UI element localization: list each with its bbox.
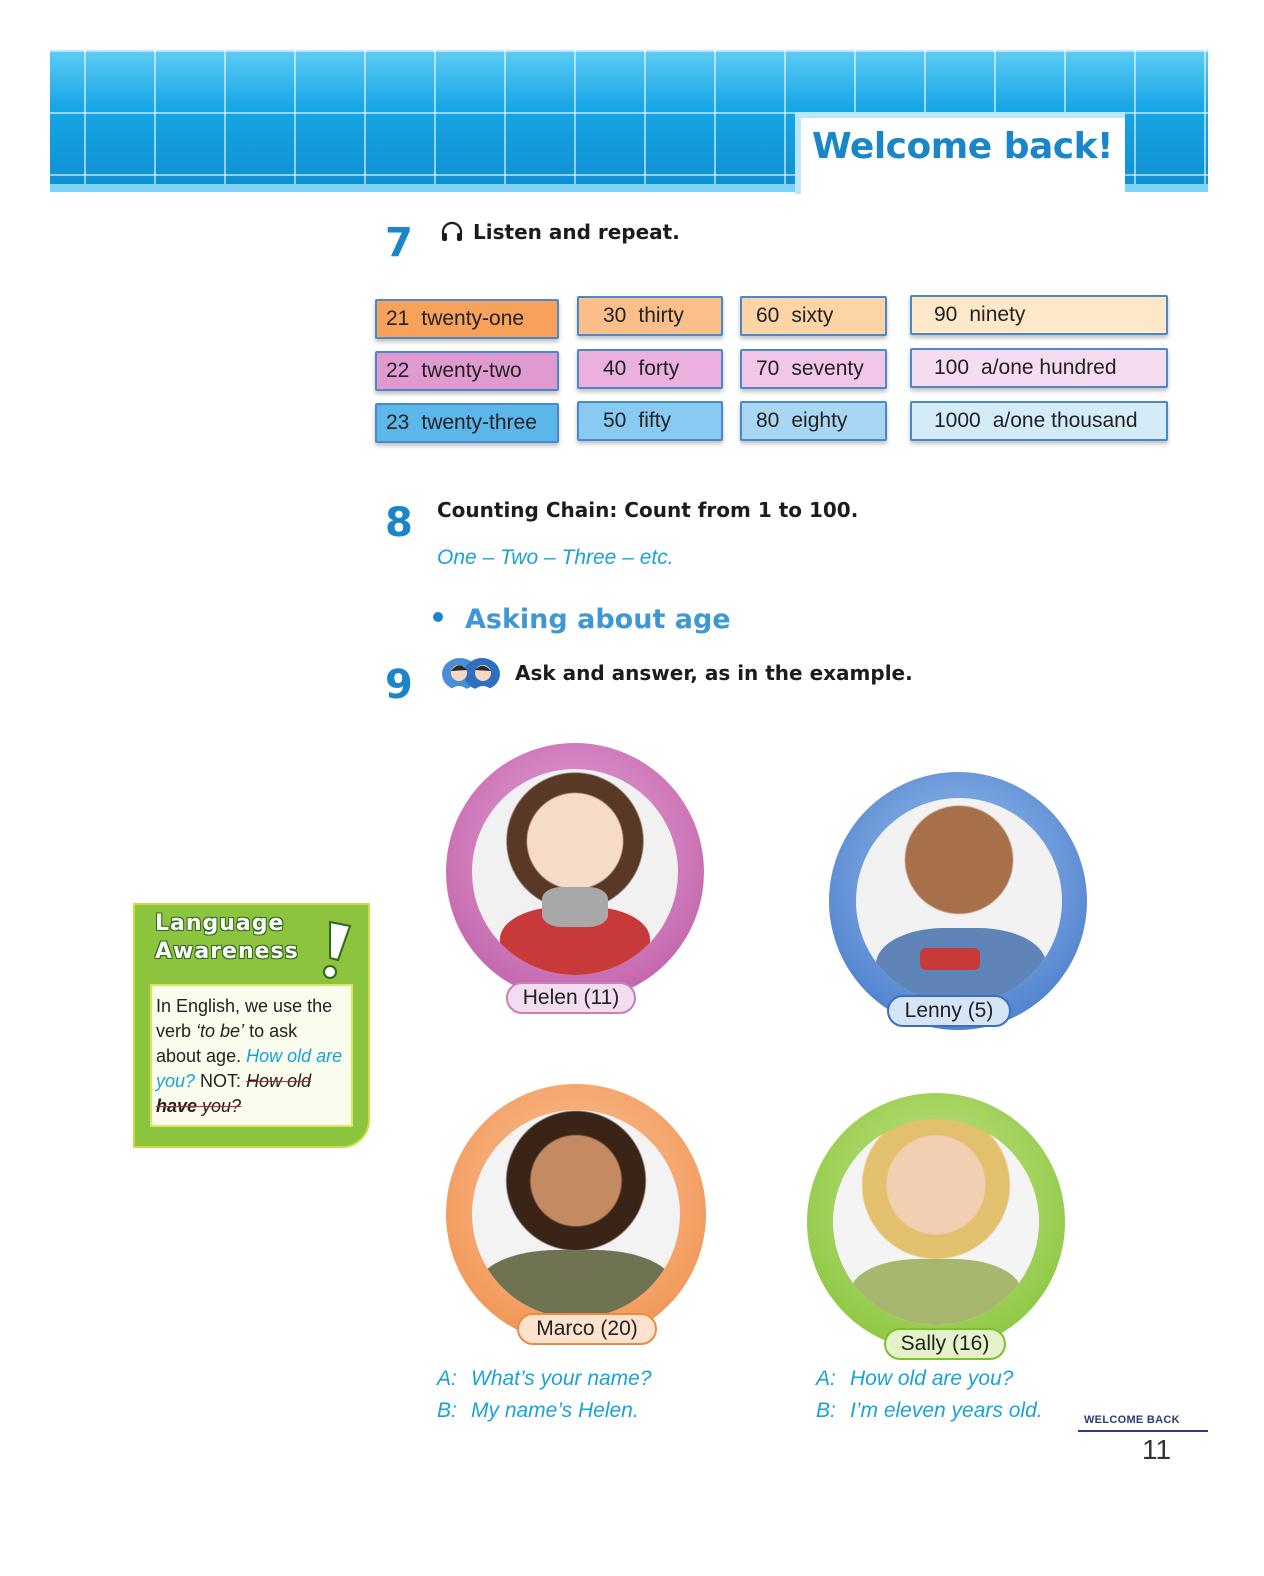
number-card	[577, 296, 723, 336]
language-awareness-title	[155, 910, 299, 966]
card-word: sixty	[791, 304, 834, 327]
number-card	[375, 299, 559, 339]
la-title-line2: Awareness	[155, 939, 299, 964]
headphones-icon	[440, 220, 464, 244]
exercise-7-instruction: Listen and repeat.	[473, 220, 680, 244]
name-label-lenny: Lenny (5)	[887, 995, 1011, 1027]
dialogue-text: What’s your name?	[471, 1367, 652, 1390]
speaker-label: B:	[816, 1399, 836, 1422]
card-number: 50	[603, 409, 627, 432]
la-wrong-part: How old	[246, 1071, 312, 1091]
bullet-icon	[433, 612, 443, 622]
la-wrong-part: you?	[197, 1096, 242, 1116]
card-word: eighty	[791, 409, 848, 432]
card-number: 70	[756, 357, 780, 380]
card-number: 22	[386, 359, 410, 382]
card-number: 23	[386, 411, 410, 434]
card-word: thirty	[638, 304, 684, 327]
page-title: Welcome back!	[812, 126, 1113, 167]
language-awareness-text	[150, 984, 353, 1127]
la-text-part: In English, we use the verb	[156, 996, 333, 1041]
dialogue-text: How old are you?	[850, 1367, 1014, 1390]
card-number: 60	[756, 304, 780, 327]
number-card	[740, 349, 887, 389]
number-card	[910, 295, 1168, 335]
card-number: 100	[934, 356, 970, 379]
card-word: seventy	[791, 357, 864, 380]
number-card	[577, 349, 723, 389]
dialogue-line	[437, 1399, 639, 1423]
card-word: twenty-one	[421, 307, 525, 330]
card-number: 80	[756, 409, 780, 432]
card-word: twenty-two	[421, 359, 522, 382]
card-word: a/one hundred	[981, 356, 1117, 379]
page-number: 11	[1142, 1434, 1172, 1465]
number-card	[577, 401, 723, 441]
la-not-label: NOT:	[195, 1071, 247, 1091]
dialogue-line	[816, 1399, 1043, 1423]
dialogue-line	[437, 1367, 652, 1391]
la-text-part: to ask about age.	[156, 1021, 298, 1066]
card-number: 21	[386, 307, 410, 330]
portrait-photo-sally	[833, 1119, 1039, 1325]
la-correct-example: How old are you?	[156, 1046, 343, 1091]
dialogue-line	[816, 1367, 1013, 1391]
exercise-number-9: 9	[385, 662, 411, 708]
number-card	[375, 403, 559, 443]
dialogue-text: I’m eleven years old.	[850, 1399, 1043, 1422]
number-card	[740, 296, 887, 336]
number-card	[910, 401, 1168, 441]
card-number: 40	[603, 357, 627, 380]
speaker-label: B:	[437, 1399, 457, 1422]
la-wrong-bold: have	[156, 1096, 198, 1116]
footer-section-label: WELCOME BACK	[1084, 1414, 1180, 1426]
number-card	[910, 348, 1168, 388]
exclamation-icon	[316, 918, 356, 982]
card-word: a/one thousand	[992, 409, 1138, 432]
exercise-9-instruction: Ask and answer, as in the example.	[515, 661, 913, 685]
portrait-photo-helen	[472, 769, 678, 975]
card-word: fifty	[638, 409, 672, 432]
exercise-number-7: 7	[385, 220, 411, 266]
speaker-label: A:	[437, 1367, 457, 1390]
card-word: twenty-three	[421, 411, 537, 434]
la-text-italic: ‘to be’	[196, 1021, 245, 1041]
section-heading: Asking about age	[465, 604, 731, 635]
la-title-line1: Language	[155, 911, 285, 936]
card-word: forty	[638, 357, 680, 380]
portrait-photo-lenny	[856, 798, 1062, 1004]
name-label-sally: Sally (16)	[884, 1328, 1006, 1360]
footer-divider	[1078, 1430, 1208, 1432]
portrait-photo-marco	[472, 1110, 680, 1318]
speaker-label: A:	[816, 1367, 836, 1390]
dialogue-text: My name’s Helen.	[471, 1399, 639, 1422]
exercise-number-8: 8	[385, 500, 411, 546]
number-card	[375, 351, 559, 391]
card-number: 90	[934, 303, 958, 326]
exercise-8-example: One – Two – Three – etc.	[437, 546, 674, 569]
name-label-helen: Helen (11)	[506, 982, 636, 1014]
card-word: ninety	[969, 303, 1026, 326]
card-number: 1000	[934, 409, 981, 432]
card-number: 30	[603, 304, 627, 327]
exercise-8-instruction: Counting Chain: Count from 1 to 100.	[437, 498, 859, 522]
name-label-marco: Marco (20)	[517, 1313, 657, 1345]
number-card	[740, 401, 887, 441]
pair-work-icon	[440, 654, 502, 694]
